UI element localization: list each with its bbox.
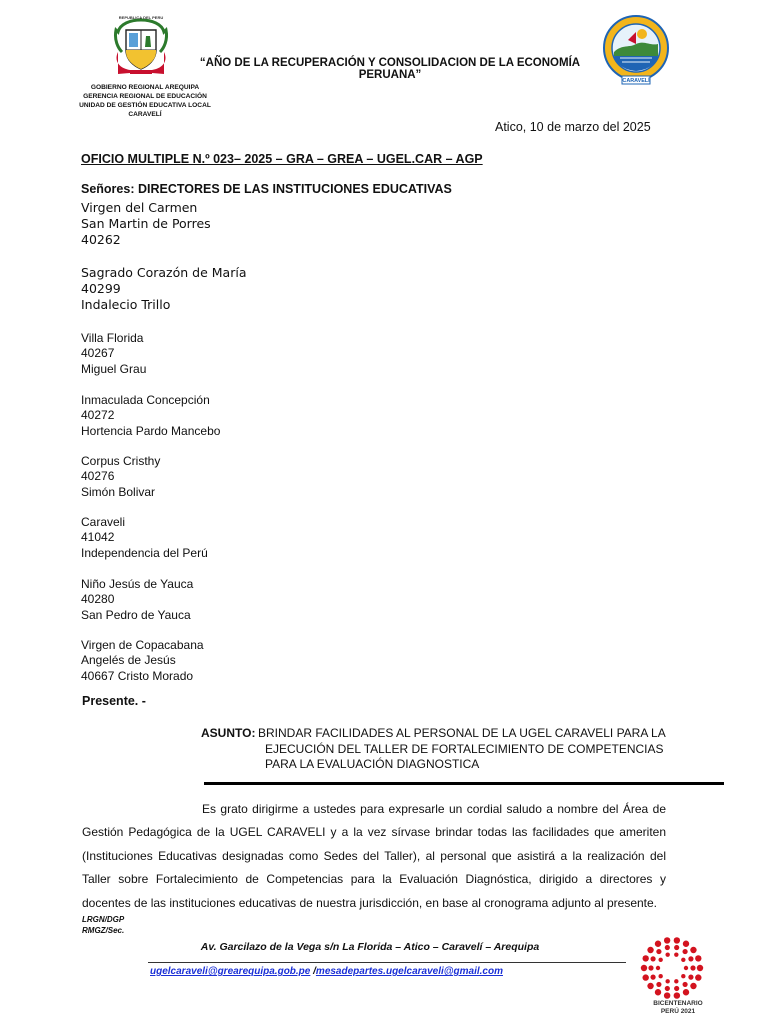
footer-divider	[148, 962, 626, 963]
organization-name	[72, 83, 218, 119]
recipient-line: Virgen de Copacabana	[81, 638, 204, 652]
recipient-line: San Martin de Porres	[81, 216, 211, 231]
recipient-line: 40267	[81, 346, 115, 361]
subject-text	[258, 726, 667, 773]
recipient-line: San Pedro de Yauca	[81, 607, 191, 622]
recipient-line: Inmaculada Concepción	[81, 393, 210, 407]
subject-label: ASUNTO:	[201, 726, 256, 740]
bicentenario-logo-icon	[640, 936, 704, 1000]
recipient-line: Hortencia Pardo Mancebo	[81, 423, 221, 438]
initials-line: LRGN/DGP	[82, 915, 125, 924]
email-link-mesadepartes[interactable]: mesadepartes.ugelcaraveli@gmail.com	[315, 966, 503, 977]
org-line: GOBIERNO REGIONAL AREQUIPA	[90, 84, 200, 91]
recipient-group	[81, 515, 208, 561]
email-link-ugel[interactable]: ugelcaraveli@grearequipa.gob.pe	[150, 966, 311, 977]
recipient-group	[81, 454, 160, 500]
letter-body: Es grato dirigirme a ustedes para expresarle un cordial saludo a nombre del Área de Gestión Pedagógica de la UGEL CARAVELI y a la vez sírvase brindar todas las facilidades que ameriten (Instituciones Educativas designadas como Sedes del Taller), al personal que asistirá a la realización del Taller sobre Fortalecimiento de Competencias para la Evaluación Diagnóstica, dirigido a directores y docentes de las instituciones educativas de nuestra jurisdicción, en base al cronograma adjunto al presente.	[82, 802, 666, 910]
email-separator: /	[310, 966, 316, 977]
recipient-line: 40262	[81, 232, 121, 247]
year-motto: “AÑO DE LA RECUPERACIÓN Y CONSOLIDACION DE LA ECONOMÍA PERUANA”	[199, 57, 581, 81]
subject-line: BRINDAR FACILIDADES AL PERSONAL DE LA UGEL CARAVELI PARA LA	[258, 726, 666, 740]
recipient-line: Niño Jesús de Yauca	[81, 577, 194, 591]
recipient-line: Sagrado Corazón de María	[81, 265, 247, 280]
recipient-line: Caraveli	[81, 515, 126, 529]
recipient-group	[81, 638, 204, 684]
subject-divider	[204, 782, 724, 785]
recipient-group	[81, 393, 220, 439]
ugel-caraveli-seal-icon	[602, 14, 670, 86]
footer-address: Av. Garcilazo de la Vega s/n La Florida – Atico – Caravelí – Arequipa	[200, 941, 540, 953]
recipients-heading: Señores: DIRECTORES DE LAS INSTITUCIONES EDUCATIVAS	[81, 182, 452, 196]
recipient-line: Indalecio Trillo	[81, 297, 171, 312]
recipient-line: 41042	[81, 530, 115, 545]
bicentenario-label	[638, 1000, 718, 1016]
recipient-line: Villa Florida	[81, 331, 144, 345]
recipient-line: 40276	[81, 469, 115, 484]
initials-line: RMGZ/Sec.	[82, 926, 125, 935]
peru-coat-of-arms-icon	[108, 14, 174, 78]
document-date: Atico, 10 de marzo del 2025	[495, 120, 651, 134]
org-line: UNIDAD DE GESTIÓN EDUCATIVA LOCAL	[79, 102, 211, 109]
recipient-line: 40272	[81, 408, 115, 423]
subject-line: PARA LA EVALUACIÓN DIAGNOSTICA	[265, 757, 480, 772]
recipient-line: Corpus Cristhy	[81, 454, 161, 468]
recipient-line: Virgen del Carmen	[81, 200, 198, 215]
seal-text: REPUBLICA DEL PERU	[118, 15, 164, 20]
recipient-group	[81, 265, 246, 313]
recipient-line: 40299	[81, 281, 121, 296]
org-line: CARAVELÍ	[128, 111, 162, 118]
recipient-group	[81, 577, 193, 623]
org-line: GERENCIA REGIONAL DE EDUCACIÓN	[83, 93, 207, 100]
recipient-line: 40280	[81, 592, 115, 607]
footer-emails	[150, 966, 503, 977]
recipient-group	[81, 331, 146, 377]
bicentenario-line: PERÚ 2021	[660, 1008, 696, 1015]
recipient-line: 40667 Cristo Morado	[81, 668, 194, 683]
author-initials	[82, 914, 124, 936]
subject-line: EJECUCIÓN DEL TALLER DE FORTALECIMIENTO DE COMPETENCIAS	[265, 741, 664, 756]
seal-text: CARAVELÍ	[622, 78, 650, 84]
salutation: Presente. -	[82, 694, 146, 708]
recipient-line: Angelés de Jesús	[81, 653, 176, 668]
bicentenario-line: BICENTENARIO	[653, 1000, 703, 1007]
recipient-line: Simón Bolivar	[81, 484, 156, 499]
recipient-line: Miguel Grau	[81, 361, 147, 376]
recipient-group	[81, 200, 211, 248]
document-reference: OFICIO MULTIPLE N.º 023– 2025 – GRA – GREA – UGEL.CAR – AGP	[81, 152, 483, 166]
recipient-line: Independencia del Perú	[81, 545, 208, 560]
